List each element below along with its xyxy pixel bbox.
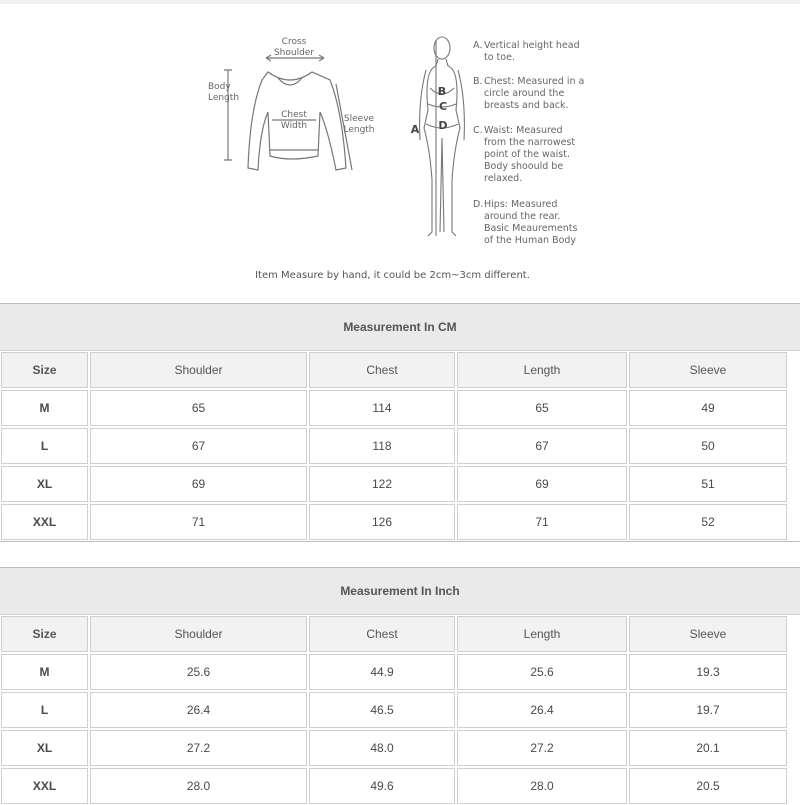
marker-c: C <box>438 100 448 113</box>
table-cell: 46.5 <box>309 692 455 728</box>
table-cell: 65 <box>90 390 307 426</box>
header-cell: Size <box>1 616 88 652</box>
size-cell: L <box>1 692 88 728</box>
inch-table <box>0 567 800 801</box>
header-cell: Shoulder <box>90 616 307 652</box>
desc-d <box>473 199 585 247</box>
desc-d-text: Hips: Measured around the rear. Basic Meaurements of the Human Body <box>484 199 578 246</box>
table-header-row <box>0 615 800 653</box>
header-cell: Chest <box>309 352 455 388</box>
table-cell: 19.3 <box>629 654 787 690</box>
table-cell: 27.2 <box>90 730 307 766</box>
header-cell: Length <box>457 616 627 652</box>
marker-b: B <box>437 85 447 98</box>
table-cell: 69 <box>90 466 307 502</box>
table-row <box>0 389 800 427</box>
table-cell: 48.0 <box>309 730 455 766</box>
desc-a-text: Vertical height head to toe. <box>484 40 580 63</box>
size-cell: XL <box>1 466 88 502</box>
table-cell: 122 <box>309 466 455 502</box>
cm-table <box>0 303 800 542</box>
table-cell: 20.1 <box>629 730 787 766</box>
desc-b-text: Chest: Measured in a circle around the breasts and back. <box>484 76 585 111</box>
header-cell: Shoulder <box>90 352 307 388</box>
cross-shoulder-label <box>264 37 324 59</box>
desc-b <box>473 76 585 112</box>
table-cell: 44.9 <box>309 654 455 690</box>
body-length-label-text: Body Length <box>208 82 240 103</box>
table-cell: 49 <box>629 390 787 426</box>
cross-shoulder-label-text: Cross Shoulder <box>273 37 315 58</box>
table-cell: 51 <box>629 466 787 502</box>
header-cell: Sleeve <box>629 616 787 652</box>
sleeve-length-label <box>338 114 380 136</box>
desc-a-key: A. <box>473 40 483 51</box>
size-cell: XXL <box>1 504 88 540</box>
header-cell: Chest <box>309 616 455 652</box>
table-cell: 26.4 <box>457 692 627 728</box>
table-cell: 27.2 <box>457 730 627 766</box>
desc-c-key: C. <box>473 125 483 136</box>
table-title: Measurement In Inch <box>0 568 800 615</box>
chest-width-label <box>272 110 316 132</box>
table-cell: 67 <box>457 428 627 464</box>
table-cell: 126 <box>309 504 455 540</box>
desc-c <box>473 125 585 185</box>
body-length-label <box>208 82 254 104</box>
table-cell: 67 <box>90 428 307 464</box>
table-cell: 114 <box>309 390 455 426</box>
measurement-note: Item Measure by hand, it could be 2cm~3cm different. <box>255 270 530 281</box>
table-cell: 20.5 <box>629 768 787 804</box>
size-cell: XL <box>1 730 88 766</box>
desc-a <box>473 40 585 64</box>
table-row <box>0 653 800 691</box>
size-diagram <box>0 0 800 300</box>
header-cell: Size <box>1 352 88 388</box>
table-cell: 25.6 <box>457 654 627 690</box>
table-cell: 52 <box>629 504 787 540</box>
size-cell: XXL <box>1 768 88 804</box>
chest-width-label-text: Chest Width <box>280 110 308 131</box>
table-row <box>0 427 800 465</box>
desc-c-text: Waist: Measured from the narrowest point of the waist. Body shoould be relaxed. <box>484 125 576 184</box>
table-row <box>0 729 800 767</box>
table-cell: 19.7 <box>629 692 787 728</box>
header-cell: Length <box>457 352 627 388</box>
table-header-row <box>0 351 800 389</box>
table-cell: 118 <box>309 428 455 464</box>
table-row <box>0 691 800 729</box>
table-cell: 65 <box>457 390 627 426</box>
desc-b-key: B. <box>473 76 483 87</box>
size-cell: L <box>1 428 88 464</box>
table-cell: 28.0 <box>90 768 307 804</box>
table-cell: 69 <box>457 466 627 502</box>
table-cell: 71 <box>90 504 307 540</box>
table-row <box>0 503 800 541</box>
table-row <box>0 465 800 503</box>
diagram-drawing <box>0 0 800 300</box>
table-cell: 71 <box>457 504 627 540</box>
table-row <box>0 767 800 805</box>
table-cell: 50 <box>629 428 787 464</box>
table-title: Measurement In CM <box>0 304 800 351</box>
table-cell: 49.6 <box>309 768 455 804</box>
header-cell: Sleeve <box>629 352 787 388</box>
body-illustration <box>420 37 465 236</box>
marker-d: D <box>438 119 448 132</box>
table-cell: 28.0 <box>457 768 627 804</box>
size-cell: M <box>1 390 88 426</box>
table-cell: 26.4 <box>90 692 307 728</box>
table-cell: 25.6 <box>90 654 307 690</box>
desc-d-key: D. <box>473 199 484 210</box>
marker-a: A <box>410 123 420 136</box>
sleeve-length-label-text: Sleeve Length <box>343 114 375 135</box>
size-cell: M <box>1 654 88 690</box>
